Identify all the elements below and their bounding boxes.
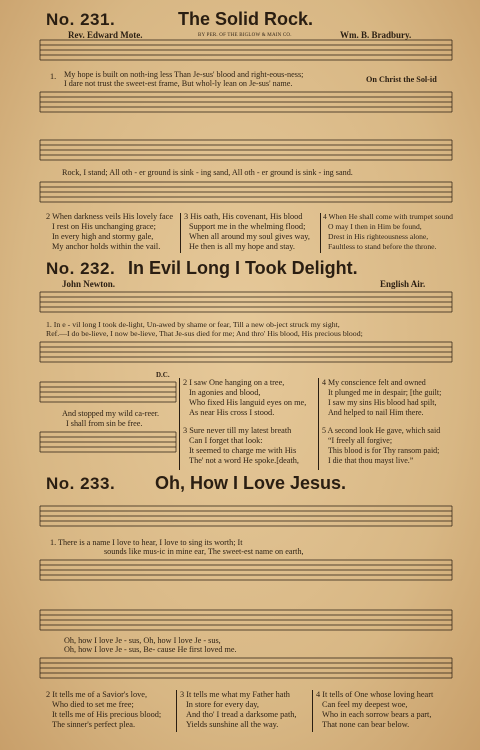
hymn-number: No. 233. [46, 474, 116, 493]
column-divider [312, 690, 313, 732]
verse-4: 4 When He shall come with trumpet sound O may I then in Him be found, Drest in His righteousness alone, Faultless to stand before the throne. [323, 212, 453, 251]
music-staff [40, 432, 176, 462]
lyric-line: I dare not trust the sweet-est frame, But whol-ly lean on Je-sus' name. [64, 79, 293, 88]
music-staff [40, 342, 452, 372]
music-staff [40, 182, 452, 212]
verse-number: 1. [50, 72, 57, 81]
verse-2: 2 It tells me of a Savior's love, Who died to set me free; It tells me of His precious blood; The sinner's perfect plea. [46, 690, 162, 729]
lyric-line: 1. There is a name I love to hear, I love to sing its worth; It [50, 538, 243, 547]
verse-2: 2 I saw One hanging on a tree, In agonies and blood, Who fixed His languid eyes on me, As near His cross I stood. [183, 378, 307, 417]
hymn-composer: Wm. B. Bradbury. [340, 30, 412, 40]
music-staff [40, 92, 452, 122]
lyric-line: Oh, how I love Je - sus, Oh, how I love Je - sus, [64, 636, 221, 645]
music-staff [40, 140, 452, 170]
lyric-line: Rock, I stand; All oth - er ground is sink - ing sand, All oth - er ground is sink - ing sand. [62, 168, 353, 177]
music-staff [40, 506, 452, 536]
column-divider [176, 690, 177, 732]
column-divider [180, 213, 181, 253]
lyric-line: Oh, how I love Je - sus, Be- cause He first loved me. [64, 645, 237, 654]
permission-note: BY PER. OF THE BIGLOW & MAIN CO. [198, 33, 292, 38]
column-divider [179, 378, 180, 470]
lyric-line: I shall from sin be free. [66, 419, 143, 428]
verse-4: 4 My conscience felt and owned It plunged me in despair; [the guilt; I saw my sins His blood had spilt, And helped to nail Him there. [322, 378, 442, 417]
column-divider [320, 213, 321, 253]
lyric-line: Ref.—I do be-lieve, I now be-lieve, That Je-sus died for me; And thro' His blood, His precious blood; [46, 329, 363, 338]
verse-5: 5 A second look He gave, which said “I freely all forgive; This blood is for Thy ransom paid; I die that thou mayst live.” [322, 426, 441, 465]
music-staff [40, 292, 452, 322]
column-divider [318, 378, 319, 470]
hymn-author: John Newton. [62, 279, 116, 289]
hymn-number: No. 231. [46, 10, 116, 29]
hymn-number: No. 232. [46, 259, 116, 278]
verse-3: 3 It tells me what my Father hath In store for every day, And tho' I tread a darksome path, Yields sunshine all the way. [180, 690, 297, 729]
hymn-title: Oh, How I Love Jesus. [155, 473, 347, 493]
hymn-composer: English Air. [380, 279, 426, 289]
lyric-line: 1. In e - vil long I took de-light, Un-awed by shame or fear, Till a new ob-ject struck my sight, [46, 320, 340, 329]
da-capo-mark: D.C. [156, 371, 170, 379]
music-staff [40, 658, 452, 688]
hymn-title: The Solid Rock. [178, 9, 314, 29]
music-staff [40, 560, 452, 590]
music-staff [40, 40, 452, 70]
verse-4: 4 It tells of One whose loving heart Can feel my deepest woe, Who in each sorrow bears a part, That none can bear below. [316, 690, 434, 729]
hymn-title: In Evil Long I Took Delight. [128, 258, 358, 278]
verse-3: 3 Sure never till my latest breath Can I forget that look: It seemed to charge me with His The' not a word He spoke.[death, [183, 426, 300, 465]
verse-2: 2 When darkness veils His lovely face I rest on His unchanging grace; In every high and stormy gale, My anchor holds within the vail. [46, 212, 174, 251]
lyric-line: My hope is built on noth-ing less Than Je-sus' blood and right-eous-ness; [64, 70, 304, 79]
verse-3: 3 His oath, His covenant, His blood Support me in the whelming flood; When all around my soul gives way, He then is all my hope and stay. [184, 212, 310, 251]
lyric-line: sounds like mus-ic in mine ear, The sweet-est name on earth, [104, 547, 304, 556]
music-staff [40, 382, 176, 412]
refrain-lyric: On Christ the Sol-id [366, 75, 437, 84]
lyric-line: And stopped my wild ca-reer. [62, 409, 160, 418]
hymn-author: Rev. Edward Mote. [68, 30, 143, 40]
